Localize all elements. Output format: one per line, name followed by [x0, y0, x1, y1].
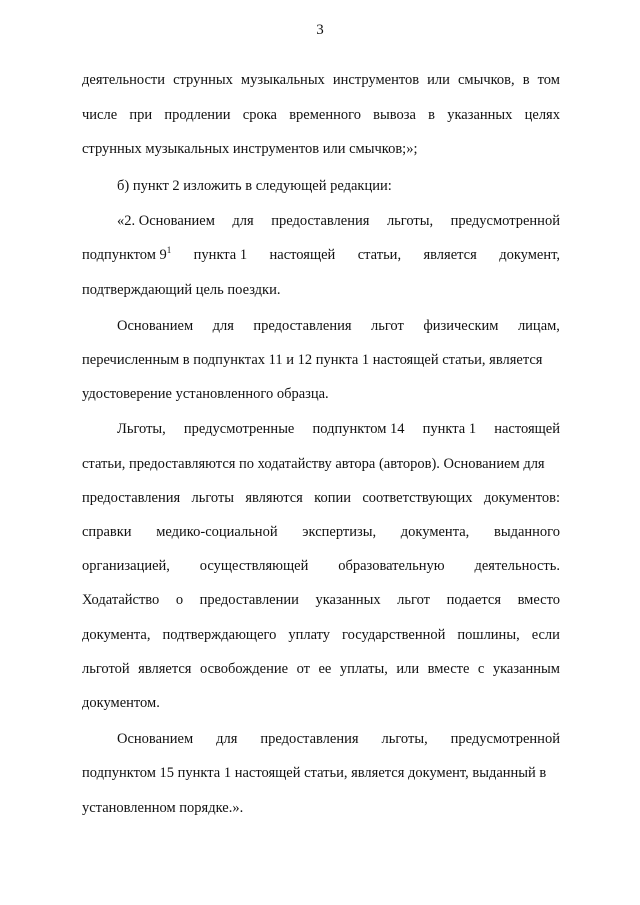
word: инструментов [332, 72, 420, 88]
word: Основанием [117, 731, 194, 747]
word: в [428, 107, 435, 123]
word: смычков, [457, 72, 515, 88]
word: указанных [315, 592, 381, 608]
word: медико-социальной [156, 524, 278, 540]
word: освобождение [199, 661, 289, 677]
word [82, 246, 171, 264]
word: вывоза [373, 107, 416, 123]
text-line-4: б) пункт 2 изложить в следующей редакции: [117, 178, 392, 194]
word: струнных [173, 72, 233, 88]
word: для [216, 731, 238, 747]
word: предусмотренной [450, 213, 560, 229]
text-line-10: удостоверение установленного образца. [82, 386, 329, 402]
word: льготы, [381, 731, 428, 747]
text-line-7: подтверждающий цель поездки. [82, 282, 281, 298]
word: выданного [493, 524, 560, 540]
word: документов: [483, 490, 560, 506]
text-line-13 [82, 489, 560, 507]
word: от [296, 661, 310, 677]
text-line-9: перечисленным в подпунктах 11 и 12 пункта 1 настоящей статьи, является [82, 352, 543, 368]
text-line-3: струнных музыкальных инструментов или смычков;»; [82, 141, 418, 157]
word: продлении [164, 107, 231, 123]
text-line-20 [117, 730, 560, 748]
word: Льготы, [117, 421, 166, 437]
text-line-15 [82, 557, 560, 575]
text-line-14 [82, 523, 560, 541]
word: предусмотренные [183, 421, 295, 437]
word: подтверждающего [162, 627, 277, 643]
word: копии [314, 490, 352, 506]
word: о [175, 592, 184, 608]
word: указанным [492, 661, 560, 677]
text-line-2 [82, 106, 560, 124]
word: или [396, 661, 420, 677]
word: Ходатайство [82, 592, 160, 608]
text-line-19: документом. [82, 695, 160, 711]
word: документа, [82, 627, 151, 643]
word: уплаты, [339, 661, 388, 677]
word: числе [82, 107, 118, 123]
word: для [212, 318, 234, 334]
text-line-17 [82, 626, 560, 644]
text-line-6 [82, 246, 560, 264]
word: является [423, 247, 477, 263]
word: настоящей [269, 247, 336, 263]
text-line-21: подпунктом 15 пункта 1 настоящей статьи, является документ, выданный в [82, 765, 547, 781]
word: ее [318, 661, 332, 677]
word: предоставлении [199, 592, 299, 608]
word: лицам, [517, 318, 560, 334]
word: указанных [447, 107, 513, 123]
text-line-22: установленном порядке.». [82, 800, 244, 816]
text-line-1 [82, 71, 560, 89]
word: деятельность. [474, 558, 560, 574]
word: или [427, 72, 450, 88]
word: образовательную [338, 558, 445, 574]
word: для [232, 213, 254, 229]
word: предусмотренной [450, 731, 560, 747]
word: льготой [82, 661, 130, 677]
superscript: 1 [166, 245, 172, 255]
word: деятельности [82, 72, 166, 88]
text-line-11 [117, 420, 560, 438]
text-line-8 [117, 317, 560, 335]
word: являются [245, 490, 303, 506]
word: предоставления [82, 490, 181, 506]
word: экспертизы, [302, 524, 377, 540]
word: предоставления [260, 731, 359, 747]
word: статьи, [357, 247, 402, 263]
word: Основанием [117, 318, 194, 334]
text-line-16 [82, 591, 560, 609]
word: соответствующих [362, 490, 473, 506]
word: целях [524, 107, 560, 123]
word: документ, [499, 247, 560, 263]
word: государственной [342, 627, 446, 643]
word: музыкальных [240, 72, 325, 88]
word: уплату [288, 627, 331, 643]
word: льгот [397, 592, 431, 608]
word: является [138, 661, 192, 677]
word: при [129, 107, 153, 123]
word: подается [446, 592, 502, 608]
text-line-18 [82, 660, 560, 678]
word: вместе [427, 661, 470, 677]
word: пункта 1 [422, 421, 477, 437]
word: осуществляющей [199, 558, 309, 574]
page-number: 3 [316, 22, 324, 38]
word: том [537, 72, 560, 88]
word: справки [82, 524, 132, 540]
word: вместо [517, 592, 560, 608]
word: льготы [191, 490, 235, 506]
word: в [522, 72, 530, 88]
word: срока [242, 107, 277, 123]
word: пункта 1 [193, 247, 248, 263]
word: предоставления [271, 213, 370, 229]
word: физическим [423, 318, 499, 334]
text-line-5 [117, 212, 560, 230]
word: «2. Основанием [117, 213, 215, 229]
word: подпунктом 14 [312, 421, 405, 437]
word: документа, [400, 524, 470, 540]
text-line-12: статьи, предоставляются по ходатайству автора (авторов). Основанием для [82, 456, 545, 472]
word: настоящей [494, 421, 560, 437]
word: льгот [371, 318, 404, 334]
word-text: подпунктом 9 [82, 247, 167, 263]
word: временного [289, 107, 361, 123]
word: если [531, 627, 560, 643]
word: льготы, [386, 213, 434, 229]
word: с [477, 661, 485, 677]
word: пошлины, [457, 627, 520, 643]
word: предоставления [253, 318, 352, 334]
word: организацией, [82, 558, 170, 574]
